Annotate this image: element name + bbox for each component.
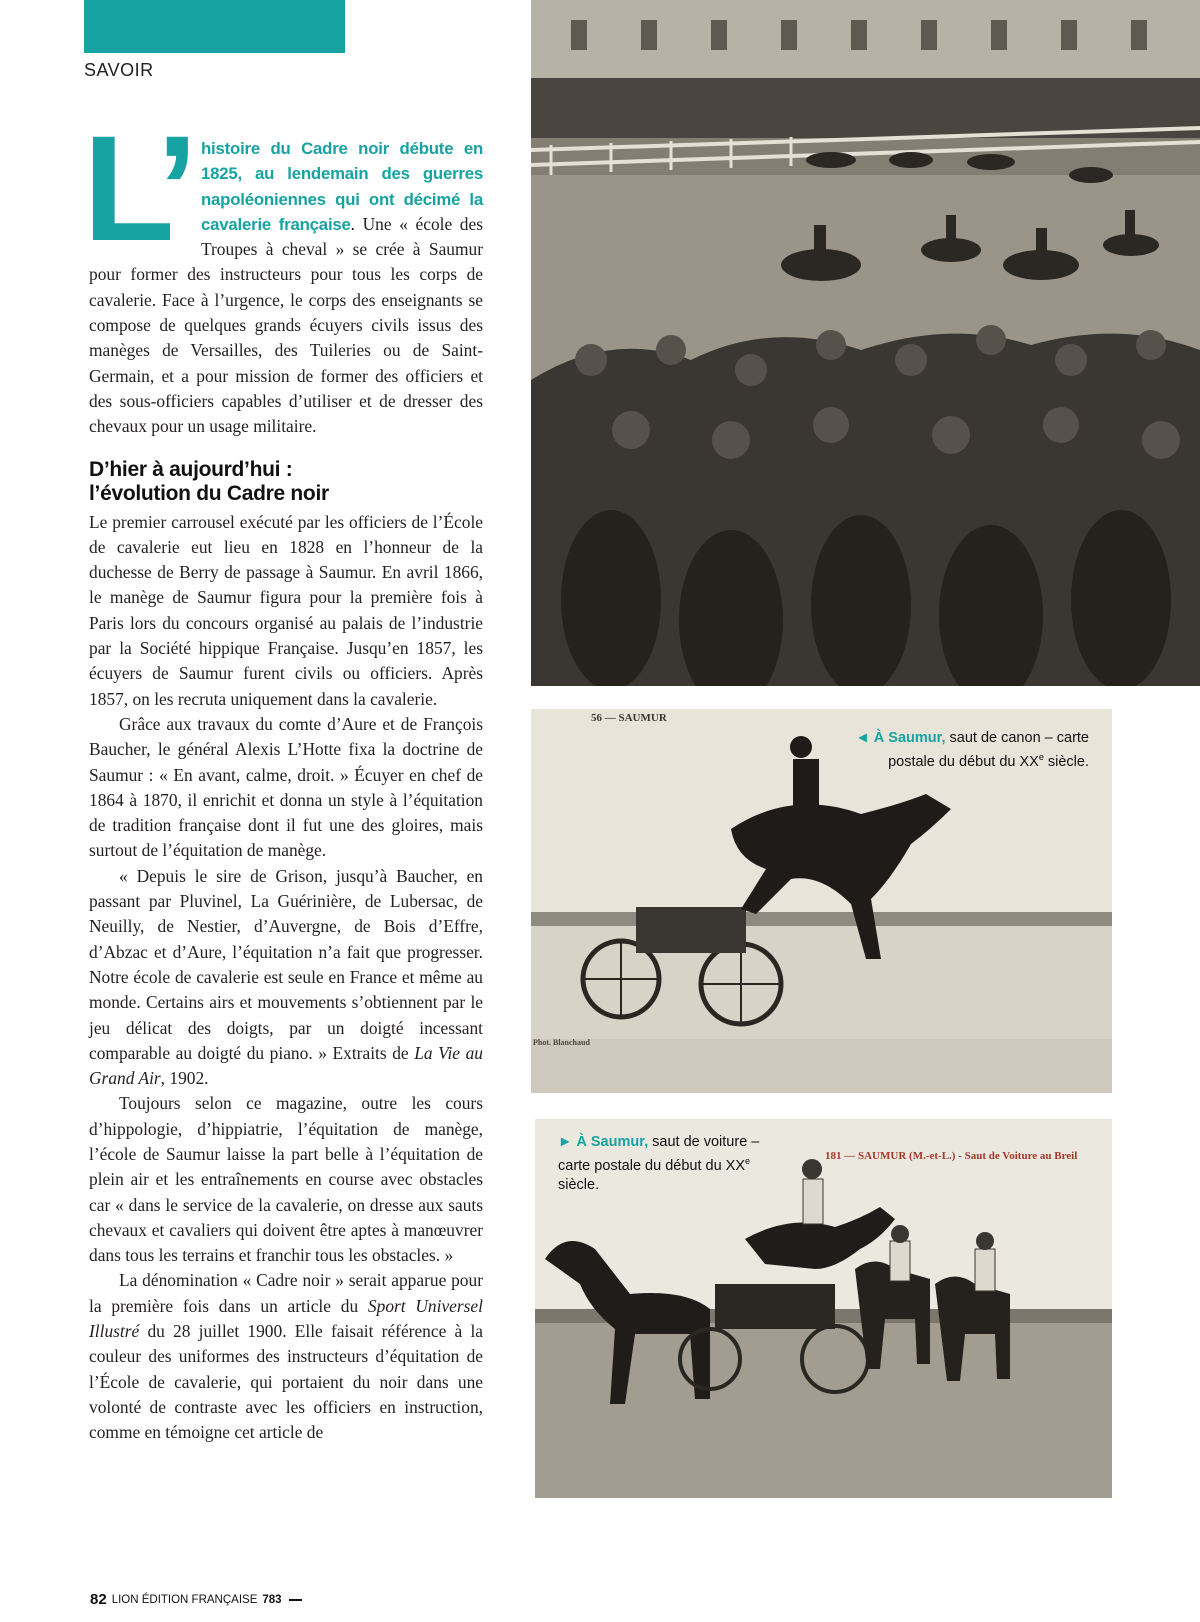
body-paragraph-3 xyxy=(89,864,483,1092)
caption-1-text: saut de canon – carte postale du début du XX xyxy=(888,730,1089,770)
body-paragraph-1: Le premier carrousel exécuté par les officiers de l’École de cavalerie eut lieu en 1828 en l’honneur de la duchesse de Berry de passage à Saumur. En avril 1866, le manège de Saumur figura pour la première fois à Paris lors du concours organisé au palais de l’industrie par la Société hippique Française. Jusqu’en 1857, les écuyers de Saumur furent civils ou officiers. Après 1857, on les recruta uniquement dans la cavalerie. xyxy=(89,511,483,709)
caption-1-arrow-icon: ◄ xyxy=(855,730,870,746)
caption-1-sup: e xyxy=(1038,752,1044,762)
magazine-name: LION ÉDITION FRANÇAISE xyxy=(111,1593,258,1606)
drop-cap: L’ xyxy=(83,104,189,272)
caption-2-arrow-icon: ► xyxy=(558,1134,573,1150)
quote-source-title: La Vie au Grand Air xyxy=(89,1042,483,1089)
page-number: 82 xyxy=(90,1591,107,1608)
caption-1-end: siècle. xyxy=(1043,753,1089,770)
caption-2-sup: e xyxy=(745,1156,751,1166)
cavalry-parade-photo xyxy=(531,0,1200,686)
subheading-line-1: D’hier à aujourd’hui : xyxy=(89,457,293,481)
section-label: SAVOIR xyxy=(84,60,154,80)
page-footer xyxy=(90,1591,302,1608)
lead-highlight: histoire du Cadre noir débute en 1825, au lendemain des guerres napoléoniennes qui ont décimé la cavalerie française xyxy=(201,139,483,234)
body-paragraph-4: Toujours selon ce magazine, outre les cours d’hippologie, d’hippiatrie, l’équitation de manège, l’école de Saumur laisse la part belle à l’équitation de plein air et les entraînements en course avec obstacles car « dans le service de la cavalerie, on dresse aux sauts chevaux et cavaliers qui doivent être aptes à manœuvrer dans tous les terrains et franchir tous les obstacles. » xyxy=(89,1093,483,1266)
article-body xyxy=(83,104,483,1446)
quote-source-prefix: Extraits de xyxy=(332,1042,415,1063)
caption-2-end: siècle. xyxy=(558,1176,600,1193)
body-paragraph-2: Grâce aux travaux du comte d’Aure et de François Baucher, le général Alexis L’Hotte fixa la doctrine de Saumur : « En avant, calme, droit. » Écuyer en chef de 1864 à 1870, il enrichit et donna un style à l’équitation de tradition française dont il fut une des gloires, mais surtout de l’équitation de manège. xyxy=(89,713,483,861)
caption-1-lead: À Saumur, xyxy=(873,730,946,746)
caption-2-lead: À Saumur, xyxy=(576,1134,649,1150)
para5-text-b: du 28 juillet 1900. Elle faisait référence à la couleur des uniformes des instructeurs d’équitation de l’École de cavalerie, qui portaient du noir dans une volonté de contraste avec les officiers en instruction, comme en témoigne cet article de xyxy=(89,1321,483,1443)
lead-paragraph xyxy=(83,104,483,440)
quote-text: « Depuis le sire de Grison, jusqu’à Baucher, en passant par Pluvinel, La Guérinière, de Lubersac, de Neuilly, de Nestier, d’Auvergne, de Bois d’Effre, d’Abzac et d’Aure, l’équitation n’a fait que progresser. Notre école de cavalerie est seule en France et même au monde. Certains airs et mouvements s’obtiennent par le jeu délicat des doigts, par un doigté incessant comparable au doigté du piano. » xyxy=(89,865,483,1063)
body-paragraph-5 xyxy=(89,1268,483,1445)
postcard-1-credit: Phot. Blanchaud xyxy=(533,1038,590,1047)
cannon-jump-caption xyxy=(849,729,1089,772)
subheading-line-2: l’évolution du Cadre noir xyxy=(89,481,329,505)
lead-text: . Une « école des Troupes à cheval » se crée à Saumur pour former des instructeurs pour tous les corps de cavalerie. Face à l’urgence, le corps des enseignants se compose de quelques grands écuyers civils issus des manèges de Versailles, des Tuileries ou de Saint-Germain, et a pour mission de former des officiers et des sous-officiers capables d’utiliser et de dresser des chevaux pour un usage militaire. xyxy=(89,213,483,437)
footer-dash xyxy=(289,1599,302,1601)
postcard-1-label: 56 — SAUMUR xyxy=(591,712,667,724)
postcard-2-label: 181 — SAUMUR (M.-et-L.) - Saut de Voiture au Breil xyxy=(825,1150,1078,1162)
section-color-bar xyxy=(84,0,345,53)
issue-number: 783 xyxy=(262,1593,282,1606)
subheading xyxy=(89,458,483,506)
para5-text-a: La dénomination « Cadre noir » serait apparue pour la première fois dans un article du xyxy=(89,1270,483,1316)
para5-title: Sport Universel Illustré xyxy=(89,1295,483,1342)
caption-2-text: saut de voiture – carte postale du début du XX xyxy=(558,1134,760,1174)
carriage-jump-caption xyxy=(558,1133,788,1195)
quote-source-suffix: , 1902. xyxy=(160,1068,209,1089)
